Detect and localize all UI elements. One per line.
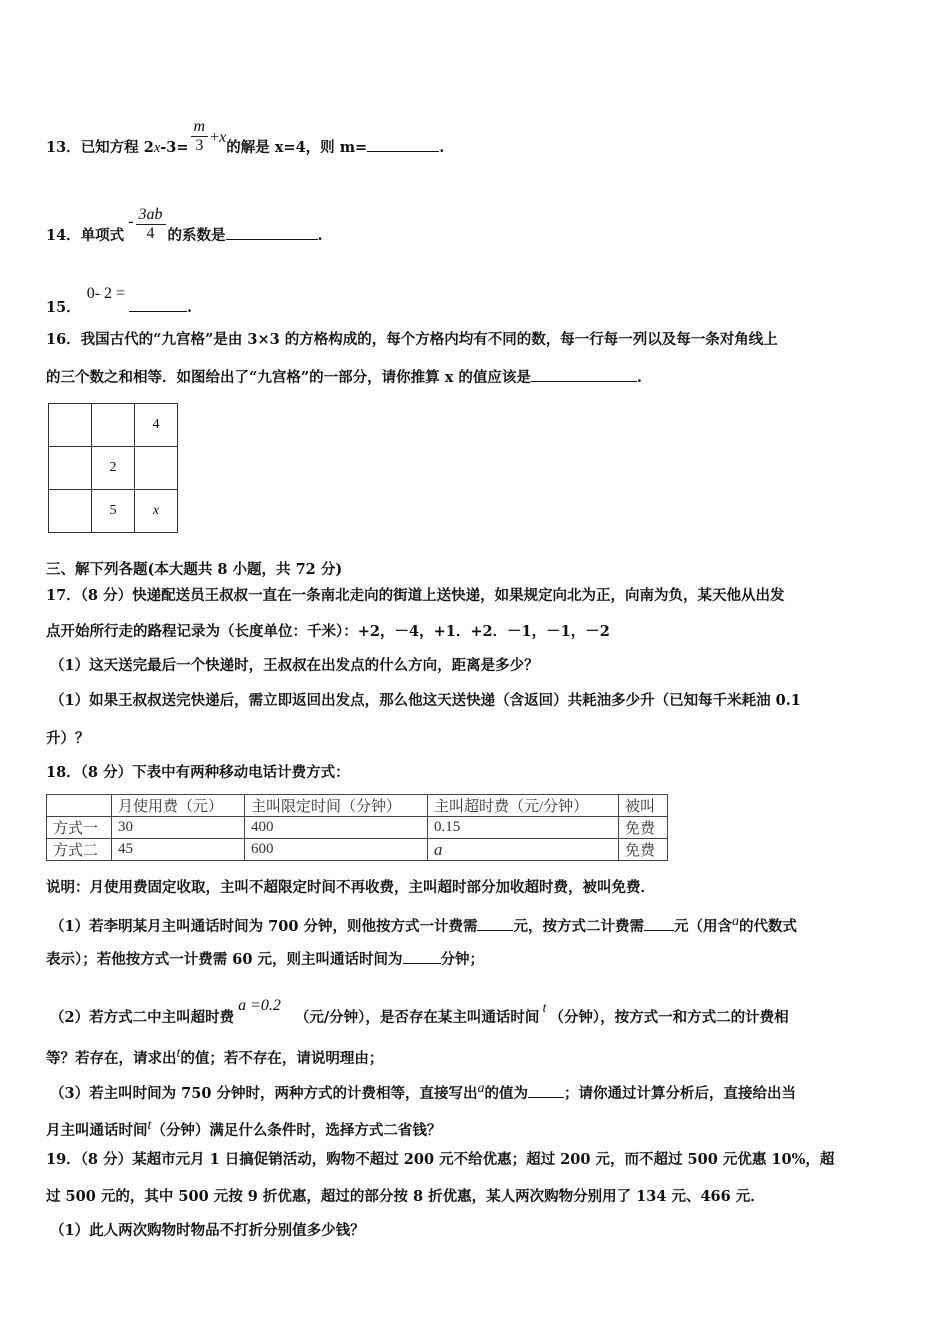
question-15	[46, 284, 192, 318]
q18-part-1-line-1	[50, 912, 797, 937]
q16-end: .	[636, 369, 642, 386]
q18-part-3-line-1	[50, 1079, 796, 1104]
q18-p1-blank-2[interactable]	[644, 916, 674, 931]
q18-p2-text-3: （分钟），按方式一和方式二的计费相	[549, 1009, 789, 1026]
table-row	[47, 839, 668, 861]
q18-p1-blank-1[interactable]	[477, 916, 513, 931]
table-cell: 免费	[619, 839, 668, 861]
fee-table	[46, 794, 668, 861]
q19-line-2: 过 500 元的，其中 500 元按 9 折优惠，超过的部分按 8 折优惠，某人两次购物分别用了 134 元、466 元．	[46, 1188, 765, 1205]
q18-p3b-text-2: （分钟）满足什么条件时，选择方式二省钱？	[151, 1122, 442, 1139]
grid-row	[49, 447, 178, 490]
q18-part-2-line-1	[50, 996, 789, 1028]
table-header-cell: 主叫限定时间（分钟）	[245, 795, 428, 817]
table-header-row	[47, 795, 668, 817]
q14-negative-sign: -	[128, 213, 134, 230]
q18-p3-var-a: a	[477, 1081, 485, 1096]
table-cell: 免费	[619, 817, 668, 839]
table-header-cell: 主叫超时费（元/分钟）	[428, 795, 619, 817]
grid-cell	[49, 447, 92, 490]
q13-variable: x	[153, 140, 161, 156]
grid-cell: 2	[92, 447, 135, 490]
q14-fraction	[136, 206, 166, 243]
q17-line-2: 点开始所行走的路程记录为（长度单位：千米）：+2，－4，+1．+2．－1，－1，－2	[46, 623, 610, 640]
grid-row	[49, 404, 178, 447]
q18-intro: 18．（8 分）下表中有两种移动电话计费方式：	[46, 764, 350, 781]
q14-frac-num: 3ab	[136, 206, 166, 225]
table-header-cell: 月使用费（元）	[112, 795, 245, 817]
grid-cell	[92, 404, 135, 447]
q18-p1-text-4: 的代数式	[738, 918, 797, 935]
q17-part-2-line-2: 升）？	[46, 730, 90, 747]
q17-part-1: （1）这天送完最后一个快递时，王叔叔在出发点的什么方向，距离是多少？	[50, 657, 539, 674]
q14-text-post: 的系数是	[167, 227, 226, 244]
table-cell: 方式二	[47, 839, 112, 861]
q18-p1-blank-3[interactable]	[403, 949, 441, 964]
table-cell: 400	[245, 817, 428, 839]
q15-number: 15．	[46, 299, 81, 316]
q19-line-1: 19．（8 分）某超市元月 1 日搞促销活动，购物不超过 200 元不给优惠；超过 200 元，而不超过 500 元优惠 10%，超	[46, 1151, 835, 1168]
q18-p3-text-1: （3）若主叫时间为 750 分钟时，两种方式的计费相等，直接写出	[50, 1085, 478, 1102]
q18-part-3-line-2	[46, 1116, 441, 1141]
table-cell: 方式一	[47, 817, 112, 839]
table-cell: 45	[112, 839, 245, 861]
q14-frac-den: 4	[146, 224, 155, 242]
q13-text-post: 的解是 x=4，则 m=	[226, 139, 368, 156]
grid-cell: x	[135, 490, 178, 533]
grid-cell	[49, 490, 92, 533]
q16-line-2-text: 的三个数之和相等．如图给出了“九宫格”的一部分，请你推算 x 的值应该是	[46, 369, 531, 386]
grid-cell: 5	[92, 490, 135, 533]
q18-p2-var-t: t	[542, 1001, 547, 1016]
q16-line-1: 16．我国古代的“九宫格”是由 3×3 的方格构成的，每个方格内均有不同的数，每一行每一列以及每一条对角线上	[46, 331, 778, 348]
q18-p1-text-2: 元，按方式二计费需	[513, 918, 644, 935]
grid-cell	[135, 447, 178, 490]
grid-cell	[49, 404, 92, 447]
grid-row	[49, 490, 178, 533]
q13-fraction	[191, 118, 209, 155]
q18-p3-text-2: 的值为	[484, 1085, 528, 1102]
q19-part-1: （1）此人两次购物时物品不打折分别值多少钱？	[50, 1222, 365, 1239]
q13-frac-num: m	[191, 118, 209, 137]
q18-p1-text-3: 元（用含	[673, 918, 732, 935]
q18-p1-var-a: a	[731, 914, 739, 929]
q18-p1-text-1: （1）若李明某月主叫通话时间为 700 分钟，则他按方式一计费需	[50, 918, 478, 935]
q18-p3-text-3: ；请你通过计算分析后，直接给出当	[563, 1085, 796, 1102]
q18-p3b-var-t: t	[147, 1118, 152, 1133]
q13-text-mid: -3=	[160, 139, 189, 156]
question-13	[46, 117, 445, 158]
section-3-heading: 三、解下列各题(本大题共 8 小题，共 72 分)	[46, 561, 343, 578]
table-header-cell	[47, 795, 112, 817]
q14-end: .	[317, 227, 323, 244]
q18-p2-expression: a =0.2	[238, 997, 281, 1014]
table-cell: 30	[112, 817, 245, 839]
q15-expression: 0- 2 =	[86, 285, 126, 302]
q13-x: x	[219, 129, 227, 146]
q15-end: .	[187, 299, 193, 316]
q13-plus: +	[210, 129, 220, 146]
table-header-cell: 被叫	[619, 795, 668, 817]
question-14	[46, 205, 323, 246]
q18-p2-text-1: （2）若方式二中主叫超时费	[50, 1009, 235, 1026]
grid-cell: 4	[135, 404, 178, 447]
q18-p3b-text-1: 月主叫通话时间	[46, 1122, 148, 1139]
table-cell: 0.15	[428, 817, 619, 839]
q18-part-1-line-2	[46, 949, 484, 970]
table-cell: a	[428, 839, 619, 861]
q18-p2b-text-2: 的值；若不存在，请说明理由；	[180, 1050, 384, 1067]
q14-answer-blank[interactable]	[226, 225, 318, 240]
nine-grid	[48, 403, 178, 533]
q18-note: 说明：月使用费固定收取，主叫不超限定时间不再收费，主叫超时部分加收超时费，被叫免费．	[46, 879, 655, 896]
q16-answer-blank[interactable]	[531, 367, 637, 382]
q18-p1b-text-2: 分钟；	[440, 951, 485, 968]
table-cell: 600	[245, 839, 428, 861]
q18-p2-text-2: （元/分钟），是否存在某主叫通话时间	[294, 1009, 540, 1026]
q18-part-2-line-2	[46, 1044, 383, 1069]
q18-p3-blank[interactable]	[528, 1083, 564, 1098]
q13-end: .	[439, 139, 445, 156]
q13-text-pre: 已知方程 2	[80, 139, 154, 156]
q14-text-pre: 单项式	[80, 227, 125, 244]
q14-number: 14．	[46, 227, 81, 244]
q17-part-2-line-1: （1）如果王叔叔送完快递后，需立即返回出发点，那么他这天送快递（含返回）共耗油多少升（已知每千米耗油 0.1	[50, 692, 801, 709]
q13-answer-blank[interactable]	[367, 137, 439, 152]
q18-p1b-text-1: 表示）；若他按方式一计费需 60 元，则主叫通话时间为	[46, 951, 403, 968]
q13-frac-den: 3	[195, 136, 204, 154]
q15-answer-blank[interactable]	[129, 297, 187, 312]
table-row	[47, 817, 668, 839]
q13-number: 13．	[46, 139, 81, 156]
q16-line-2	[46, 367, 642, 388]
q17-line-1: 17．（8 分）快递配送员王叔叔一直在一条南北走向的街道上送快递，如果规定向北为正，向南为负，某天他从出发	[46, 587, 785, 604]
q18-p2b-var-t: t	[176, 1046, 181, 1061]
q18-p2b-text-1: 等？若存在，请求出	[46, 1050, 177, 1067]
